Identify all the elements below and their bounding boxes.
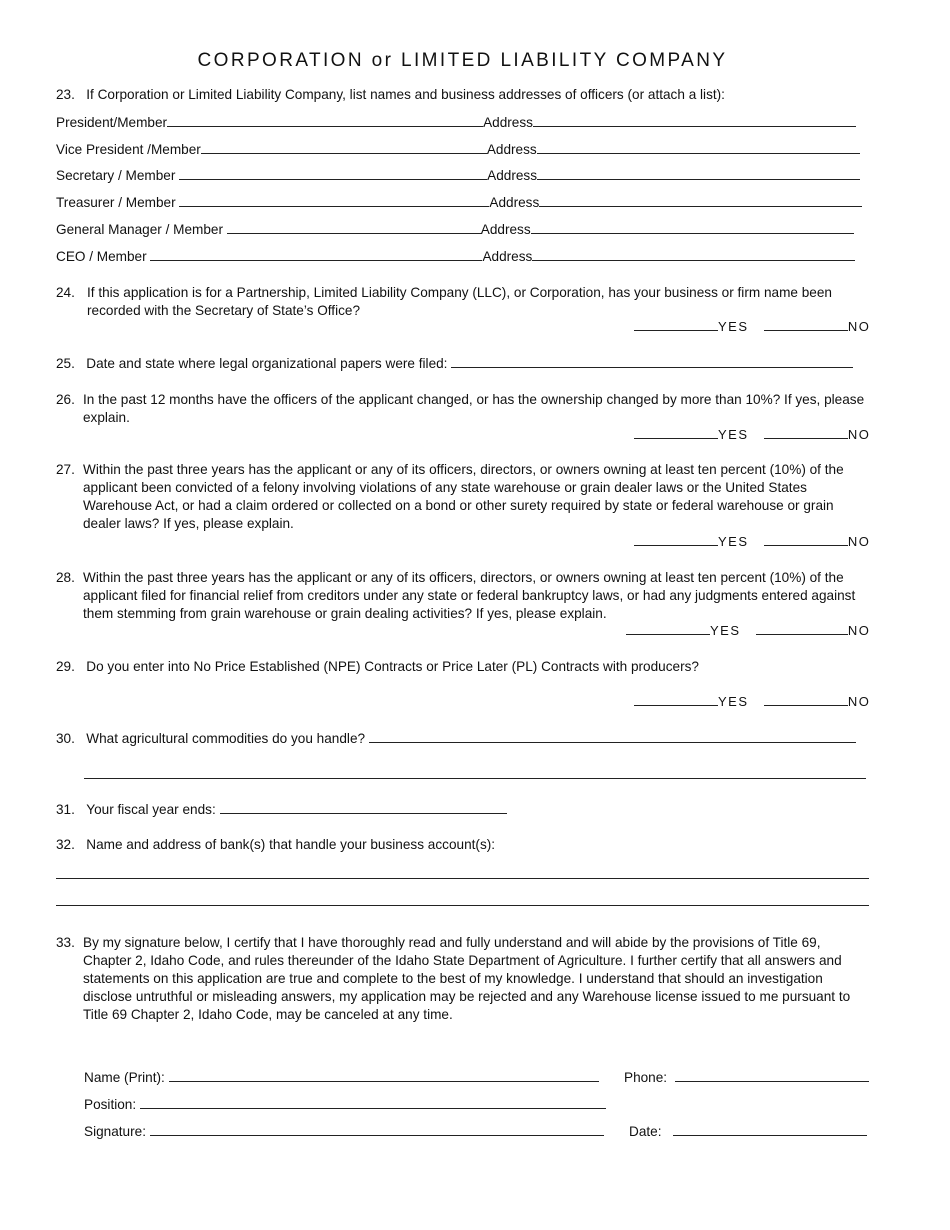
q29-text: Do you enter into No Price Established (NPE) Contracts or Price Later (PL) Contracts with producers? bbox=[86, 659, 699, 674]
q25-number: 25. bbox=[56, 356, 75, 371]
phone-input[interactable] bbox=[675, 1069, 869, 1082]
q30-continuation-input[interactable] bbox=[84, 777, 866, 779]
q25-input[interactable] bbox=[451, 355, 853, 368]
q28-no-input[interactable] bbox=[756, 623, 848, 635]
q24-yes-input[interactable] bbox=[634, 319, 718, 331]
q29-number: 29. bbox=[56, 659, 75, 674]
q33-number: 33. bbox=[56, 935, 75, 950]
officer-address-input[interactable] bbox=[539, 194, 862, 207]
officer-address-input[interactable] bbox=[532, 248, 855, 261]
q30-input[interactable] bbox=[369, 730, 856, 743]
phone-row bbox=[624, 1069, 869, 1085]
q27-text: Within the past three years has the applicant or any of its officers, directors, or owners owning at least ten percent (10%) of the applicant been convicted of a felony involving violations of any state warehouse or grain dealer laws or the United States Warehouse Act, or had a claim ordered or collected on a bond or other surety required by state or federal warehouse or grain dealer laws? If yes, please explain. bbox=[83, 462, 844, 531]
officer-address-input[interactable] bbox=[537, 167, 860, 180]
q24-number: 24. bbox=[56, 285, 75, 300]
q28-text: Within the past three years has the applicant or any of its officers, directors, or owners owning at least ten percent (10%) of the applicant filed for financial relief from creditors under any state or federal bankruptcy laws, or had any judgments entered against them stemming from grain warehouse or grain dealing activities? If yes, please explain. bbox=[83, 570, 856, 621]
officer-row-vice-president bbox=[56, 141, 860, 157]
q27-number: 27. bbox=[56, 462, 75, 477]
yes-label: YES bbox=[710, 623, 741, 638]
q28-yes-input[interactable] bbox=[626, 623, 710, 635]
signature-input[interactable] bbox=[150, 1123, 604, 1136]
q26-text: In the past 12 months have the officers of the applicant changed, or has the ownership changed by more than 10%? If yes, please explain. bbox=[83, 392, 865, 425]
q28 bbox=[56, 569, 872, 623]
page-title: CORPORATION or LIMITED LIABILITY COMPANY bbox=[197, 50, 728, 71]
q33 bbox=[56, 934, 872, 1024]
officer-name-input[interactable] bbox=[201, 141, 487, 154]
signature-row bbox=[84, 1123, 604, 1139]
officer-name-input[interactable] bbox=[179, 194, 489, 207]
q33-text: By my signature below, I certify that I have thoroughly read and fully understand and will abide by the provisions of Title 69, Chapter 2, Idaho Code, and rules thereunder of the Idaho State Department of Agriculture. I further certify that all answers and statements on this application are true and complete to the best of my knowledge. I understand that should an investigation disclose untruthful or misleading answers, my application may be rejected and any Warehouse license issued to me pursuant to Title 69 Chapter 2, Idaho Code, may be canceled at any time. bbox=[83, 935, 851, 1022]
q28-yes-no bbox=[626, 623, 870, 638]
officer-name-input[interactable] bbox=[150, 248, 482, 261]
address-label: Address bbox=[483, 115, 533, 130]
officer-address-input[interactable] bbox=[531, 221, 854, 234]
position-row bbox=[84, 1096, 606, 1112]
position-input[interactable] bbox=[140, 1096, 606, 1109]
q29-no-input[interactable] bbox=[764, 694, 848, 706]
q29-yes-no bbox=[634, 694, 870, 709]
address-label: Address bbox=[480, 222, 531, 237]
name-print-row bbox=[84, 1069, 599, 1085]
q26 bbox=[56, 391, 872, 427]
officer-name-input[interactable] bbox=[167, 114, 483, 127]
q26-no-input[interactable] bbox=[764, 427, 848, 439]
q26-number: 26. bbox=[56, 392, 75, 407]
officer-name-input[interactable] bbox=[227, 221, 481, 234]
officer-label: General Manager / Member bbox=[56, 222, 223, 237]
officer-row-president bbox=[56, 114, 856, 130]
officer-label: Vice President /Member bbox=[56, 142, 201, 157]
officer-row-ceo bbox=[56, 248, 855, 264]
q31-number: 31. bbox=[56, 802, 75, 817]
q28-number: 28. bbox=[56, 570, 75, 585]
q30 bbox=[56, 730, 856, 746]
q25 bbox=[56, 355, 853, 371]
no-label: NO bbox=[847, 694, 871, 709]
no-label: NO bbox=[847, 623, 871, 638]
q23-heading bbox=[56, 87, 725, 102]
q27-no-input[interactable] bbox=[764, 534, 848, 546]
q32-bank-input-2[interactable] bbox=[56, 904, 869, 906]
q27-yes-input[interactable] bbox=[634, 534, 718, 546]
q32-number: 32. bbox=[56, 837, 75, 852]
no-label: NO bbox=[847, 427, 871, 442]
date-row bbox=[629, 1123, 867, 1139]
q32-bank-input-1[interactable] bbox=[56, 877, 869, 879]
address-label: Address bbox=[486, 142, 537, 157]
officer-address-input[interactable] bbox=[533, 114, 856, 127]
q31 bbox=[56, 801, 507, 817]
phone-label: Phone: bbox=[624, 1070, 668, 1085]
q32-text: Name and address of bank(s) that handle your business account(s): bbox=[86, 837, 496, 852]
q23-text: If Corporation or Limited Liability Company, list names and business addresses of officers (or attach a list): bbox=[86, 87, 725, 102]
q31-text: Your fiscal year ends: bbox=[86, 802, 216, 817]
no-label: NO bbox=[847, 534, 871, 549]
yes-label: YES bbox=[718, 319, 749, 334]
name-print-label: Name (Print): bbox=[84, 1070, 165, 1085]
q25-text: Date and state where legal organizational papers were filed: bbox=[86, 356, 448, 371]
q24 bbox=[56, 284, 872, 320]
officer-label: CEO / Member bbox=[56, 249, 147, 264]
officer-label: President/Member bbox=[56, 115, 168, 130]
officer-row-treasurer bbox=[56, 194, 862, 210]
yes-label: YES bbox=[718, 534, 749, 549]
q29 bbox=[56, 659, 699, 674]
address-label: Address bbox=[487, 168, 538, 183]
q31-input[interactable] bbox=[220, 801, 507, 814]
q30-number: 30. bbox=[56, 731, 75, 746]
q30-text: What agricultural commodities do you handle? bbox=[86, 731, 366, 746]
yes-label: YES bbox=[718, 694, 749, 709]
officer-address-input[interactable] bbox=[537, 141, 860, 154]
q24-text: If this application is for a Partnership, Limited Liability Company (LLC), or Corporation, has your business or firm name been recorded with the Secretary of State’s Office? bbox=[87, 285, 832, 318]
officer-name-input[interactable] bbox=[179, 167, 487, 180]
officer-row-general-manager bbox=[56, 221, 854, 237]
officer-row-secretary bbox=[56, 167, 860, 183]
address-label: Address bbox=[489, 195, 540, 210]
position-label: Position: bbox=[84, 1097, 137, 1112]
signature-label: Signature: bbox=[84, 1124, 146, 1139]
q27-yes-no bbox=[634, 534, 870, 549]
officer-label: Treasurer / Member bbox=[56, 195, 176, 210]
q32 bbox=[56, 837, 495, 852]
q29-yes-input[interactable] bbox=[634, 694, 718, 706]
q23-number: 23. bbox=[56, 87, 75, 102]
q27 bbox=[56, 461, 872, 533]
q24-yes-no bbox=[634, 319, 870, 334]
yes-label: YES bbox=[718, 427, 749, 442]
officer-label: Secretary / Member bbox=[56, 168, 176, 183]
date-label: Date: bbox=[629, 1124, 662, 1139]
q26-yes-no bbox=[634, 427, 870, 442]
address-label: Address bbox=[482, 249, 533, 264]
date-input[interactable] bbox=[673, 1123, 867, 1136]
no-label: NO bbox=[847, 319, 871, 334]
name-print-input[interactable] bbox=[169, 1069, 599, 1082]
q24-no-input[interactable] bbox=[764, 319, 848, 331]
q26-yes-input[interactable] bbox=[634, 427, 718, 439]
